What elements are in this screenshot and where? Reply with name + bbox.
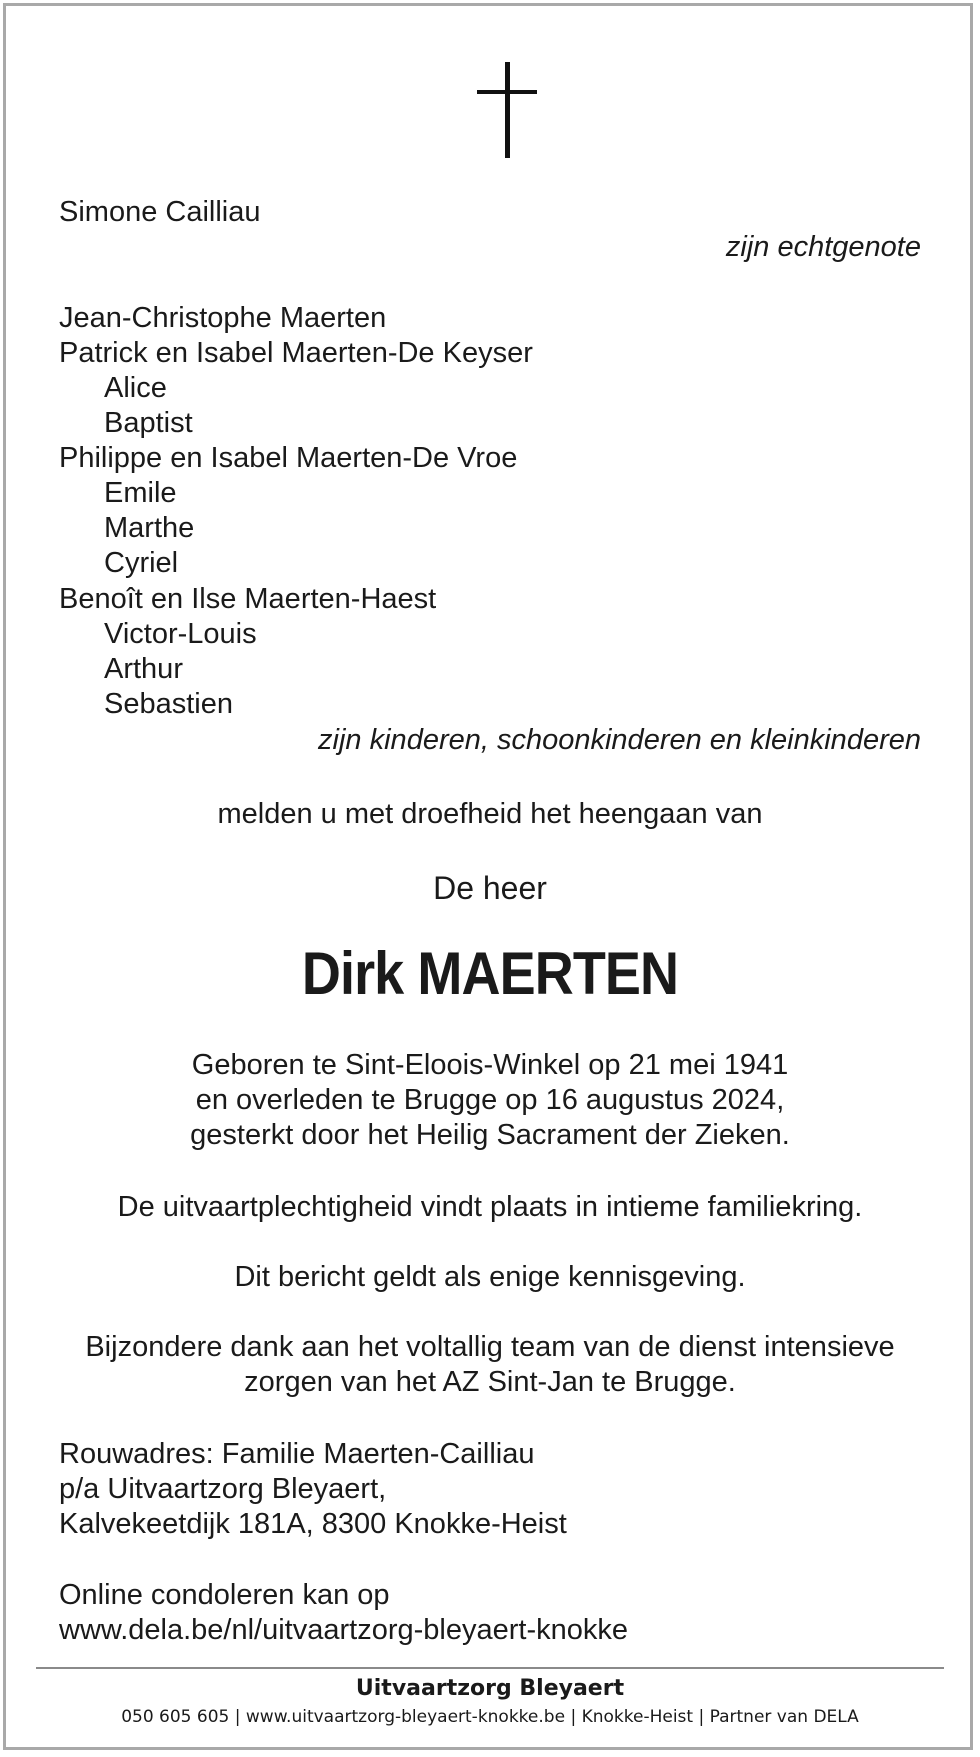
- family-member: Patrick en Isabel Maerten-De Keyser: [59, 337, 533, 369]
- birth-line: Geboren te Sint-Eloois-Winkel op 21 mei 1941: [191, 1049, 789, 1081]
- family-member: Benoît en Ilse Maerten-Haest: [59, 583, 437, 615]
- family-relation: zijn kinderen, schoonkinderen en kleinkinderen: [318, 724, 921, 756]
- spouse-relation: zijn echtgenote: [725, 231, 921, 263]
- footer-website[interactable]: www.uitvaartzorg-bleyaert-knokke.be: [245, 1707, 566, 1727]
- announcement: melden u met droefheid het heengaan van: [217, 798, 763, 830]
- footer-location: Knokke-Heist: [581, 1707, 694, 1727]
- cross-icon: [477, 62, 537, 158]
- footer-contact: 050 605 605 | www.uitvaartzorg-bleyaert-knokke.be | Knokke-Heist | Partner van DELA: [121, 1707, 859, 1727]
- thanks-line: Bijzondere dank aan het voltallig team van de dienst intensieve: [85, 1331, 895, 1363]
- family-member: Cyriel: [104, 547, 179, 579]
- funeral-note: De uitvaartplechtigheid vindt plaats in intieme familiekring.: [117, 1191, 863, 1223]
- notice-note: Dit bericht geldt als enige kennisgeving.: [234, 1261, 746, 1293]
- family-member: Arthur: [104, 653, 183, 685]
- death-line: en overleden te Brugge op 16 augustus 2024,: [195, 1084, 785, 1116]
- deceased-name: Dirk MAERTEN: [301, 940, 679, 1007]
- address-line: Rouwadres: Familie Maerten-Cailliau: [59, 1438, 535, 1470]
- company-name: Uitvaartzorg Bleyaert: [355, 1676, 625, 1701]
- condolence-text: Online condoleren kan op: [59, 1579, 390, 1611]
- honorific: De heer: [433, 870, 547, 906]
- family-member: Victor-Louis: [104, 618, 257, 650]
- family-member: Alice: [104, 372, 167, 404]
- thanks-line: zorgen van het AZ Sint-Jan te Brugge.: [244, 1366, 736, 1398]
- footer-partner: Partner van DELA: [709, 1707, 859, 1727]
- family-member: Emile: [104, 477, 177, 509]
- address-line: p/a Uitvaartzorg Bleyaert,: [59, 1473, 387, 1505]
- family-member: Sebastien: [104, 688, 233, 720]
- family-member: Baptist: [104, 407, 193, 439]
- family-member: Philippe en Isabel Maerten-De Vroe: [59, 442, 518, 474]
- family-member: Jean-Christophe Maerten: [59, 302, 387, 334]
- address-line: Kalvekeetdijk 181A, 8300 Knokke-Heist: [59, 1508, 567, 1540]
- spouse-name: Simone Cailliau: [59, 196, 261, 228]
- family-member: Marthe: [104, 512, 195, 544]
- sacrament-line: gesterkt door het Heilig Sacrament der Zieken.: [190, 1119, 790, 1151]
- footer-phone: 050 605 605: [121, 1707, 230, 1727]
- condolence-url[interactable]: www.dela.be/nl/uitvaartzorg-bleyaert-knokke: [59, 1614, 628, 1646]
- footer-divider: [36, 1667, 944, 1669]
